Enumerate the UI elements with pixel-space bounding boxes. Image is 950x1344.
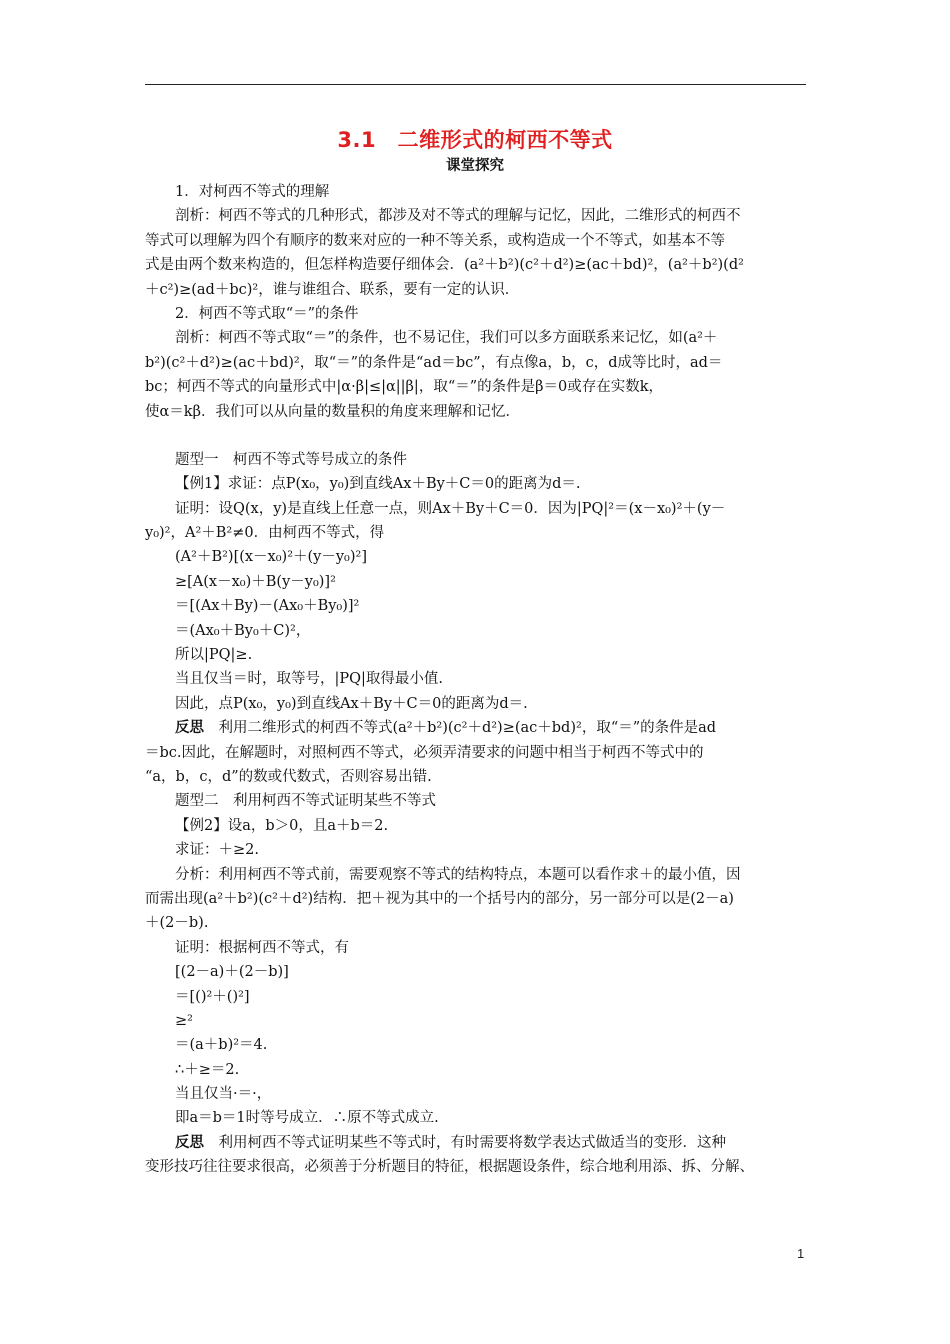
text-line (145, 911, 807, 935)
text-line (145, 765, 807, 789)
reflection-label: 反思 (175, 720, 219, 737)
text-line (145, 716, 807, 740)
line-text: ∴＋≥＝2. (175, 1061, 240, 1078)
page-number: 1 (797, 1246, 805, 1261)
text-line (145, 302, 807, 326)
text-line (145, 180, 807, 204)
text-line (145, 643, 807, 667)
line-text: 当且仅当·＝·， (175, 1086, 272, 1103)
line-text: y₀)²，A²＋B²≠0．由柯西不等式，得 (145, 525, 385, 542)
text-line (145, 400, 807, 424)
page-title: 3.1 二维形式的柯西不等式 (337, 128, 613, 152)
text-line (145, 594, 807, 618)
line-text: 求证：＋≥2. (175, 842, 259, 859)
header-rule (145, 84, 806, 85)
line-text: ＋c²)≥(ad＋bc)²，谁与谁组合、联系，要有一定的认识． (145, 281, 520, 298)
line-text: ＝(a＋b)²＝4. (175, 1037, 268, 1054)
line-text: [(2－a)＋(2－b)] (175, 964, 289, 981)
text-line (145, 619, 807, 643)
text-line (145, 838, 807, 862)
text-line (145, 424, 807, 448)
line-text: 题型二 利用柯西不等式证明某些不等式 (175, 793, 436, 810)
text-line (145, 545, 807, 569)
line-text: “a，b，c，d”的数或代数式，否则容易出错. (145, 768, 432, 785)
line-text: bc；柯西不等式的向量形式中|α·β|≤|α||β|，取“＝”的条件是β＝0或存在实数k， (145, 379, 664, 396)
text-line (145, 814, 807, 838)
line-text: 使α＝kβ．我们可以从向量的数量积的角度来理解和记忆． (145, 403, 520, 420)
line-text: ＝[(Ax＋By)－(Ax₀＋By₀)]² (175, 598, 360, 615)
line-text: 【例1】求证：点P(x₀，y₀)到直线Ax＋By＋C＝0的距离为d＝. (175, 476, 581, 493)
line-text: 当且仅当＝时，取等号，|PQ|取得最小值. (175, 671, 444, 688)
text-line (145, 692, 807, 716)
line-text: 剖析：柯西不等式取“＝”的条件，也不易记住，我们可以多方面联系来记忆，如(a²＋ (175, 330, 718, 347)
text-line (145, 1131, 807, 1155)
text-line (145, 1058, 807, 1082)
line-text: 因此，点P(x₀，y₀)到直线Ax＋By＋C＝0的距离为d＝. (175, 695, 528, 712)
text-line (145, 351, 807, 375)
document-body (145, 180, 807, 1180)
text-line (145, 375, 807, 399)
text-line (145, 936, 807, 960)
line-text: 利用二维形式的柯西不等式(a²＋b²)(c²＋d²)≥(ac＋bd)²，取“＝”的条件是ad (218, 720, 717, 737)
text-line (145, 887, 807, 911)
line-text: 所以|PQ|≥. (175, 647, 253, 664)
text-line (145, 472, 807, 496)
text-line (145, 789, 807, 813)
text-line (145, 667, 807, 691)
line-text: (A²＋B²)[(x－x₀)²＋(y－y₀)²] (175, 549, 367, 566)
line-text: 即a＝b＝1时等号成立．∴原不等式成立. (175, 1110, 439, 1127)
line-text: 利用柯西不等式证明某些不等式时，有时需要将数学表达式做适当的变形．这种 (218, 1134, 726, 1151)
line-text: 剖析：柯西不等式的几种形式，都涉及对不等式的理解与记忆，因此，二维形式的柯西不 (175, 208, 741, 225)
text-line (145, 570, 807, 594)
text-line (145, 863, 807, 887)
text-line (145, 521, 807, 545)
line-text: b²)(c²＋d²)≥(ac＋bd)²，取“＝”的条件是“ad＝bc”，有点像a，b，c，d成等比时，ad＝ (145, 354, 723, 371)
text-line (145, 204, 807, 228)
line-text: 【例2】设a，b＞0，且a＋b＝2. (175, 817, 389, 834)
line-text: 题型一 柯西不等式等号成立的条件 (175, 451, 407, 468)
text-line (145, 960, 807, 984)
text-line (145, 448, 807, 472)
text-line (145, 1009, 807, 1033)
text-line (145, 741, 807, 765)
text-line (145, 1106, 807, 1130)
line-text: ＝(Ax₀＋By₀＋C)²， (175, 622, 311, 639)
line-text: ＝bc.因此，在解题时，对照柯西不等式，必须弄清要求的问题中相当于柯西不等式中的 (145, 744, 704, 761)
text-line (145, 253, 807, 277)
text-line (145, 326, 807, 350)
page-subtitle: 课堂探究 (446, 158, 504, 174)
text-line (145, 278, 807, 302)
line-text: 证明：根据柯西不等式，有 (175, 939, 349, 956)
line-text: 1．对柯西不等式的理解 (175, 184, 330, 200)
text-line (145, 985, 807, 1009)
text-line (145, 229, 807, 253)
line-text: ＋(2－b). (145, 915, 209, 932)
line-text: 证明：设Q(x，y)是直线上任意一点，则Ax＋By＋C＝0．因为|PQ|²＝(x－x₀)²＋(y－ (175, 500, 726, 517)
line-text: 变形技巧往往要求很高，必须善于分析题目的特征，根据题设条件，综合地利用添、拆、分解、 (145, 1159, 754, 1176)
text-line (145, 1155, 807, 1179)
line-text: ＝[()²＋()²] (175, 988, 250, 1005)
line-text: ≥² (175, 1012, 193, 1029)
text-line (145, 1082, 807, 1106)
text-line (145, 1033, 807, 1057)
text-line (145, 497, 807, 521)
line-text: 而需出现(a²＋b²)(c²＋d²)结构．把＋视为其中的一个括号内的部分，另一部分可以是(2－a) (145, 890, 734, 907)
reflection-label: 反思 (175, 1134, 219, 1151)
line-text: 等式可以理解为四个有顺序的数来对应的一种不等关系，或构造成一个不等式，如基本不等 (145, 232, 725, 249)
line-text: 分析：利用柯西不等式前，需要观察不等式的结构特点，本题可以看作求＋的最小值，因 (175, 866, 741, 883)
line-text: 式是由两个数来构造的，但怎样构造要仔细体会．(a²＋b²)(c²＋d²)≥(ac＋bd)²，(a²＋b²)(d² (145, 257, 744, 274)
line-text: 2．柯西不等式取“＝”的条件 (175, 305, 359, 322)
line-text: ≥[A(x－x₀)＋B(y－y₀)]² (175, 573, 336, 590)
